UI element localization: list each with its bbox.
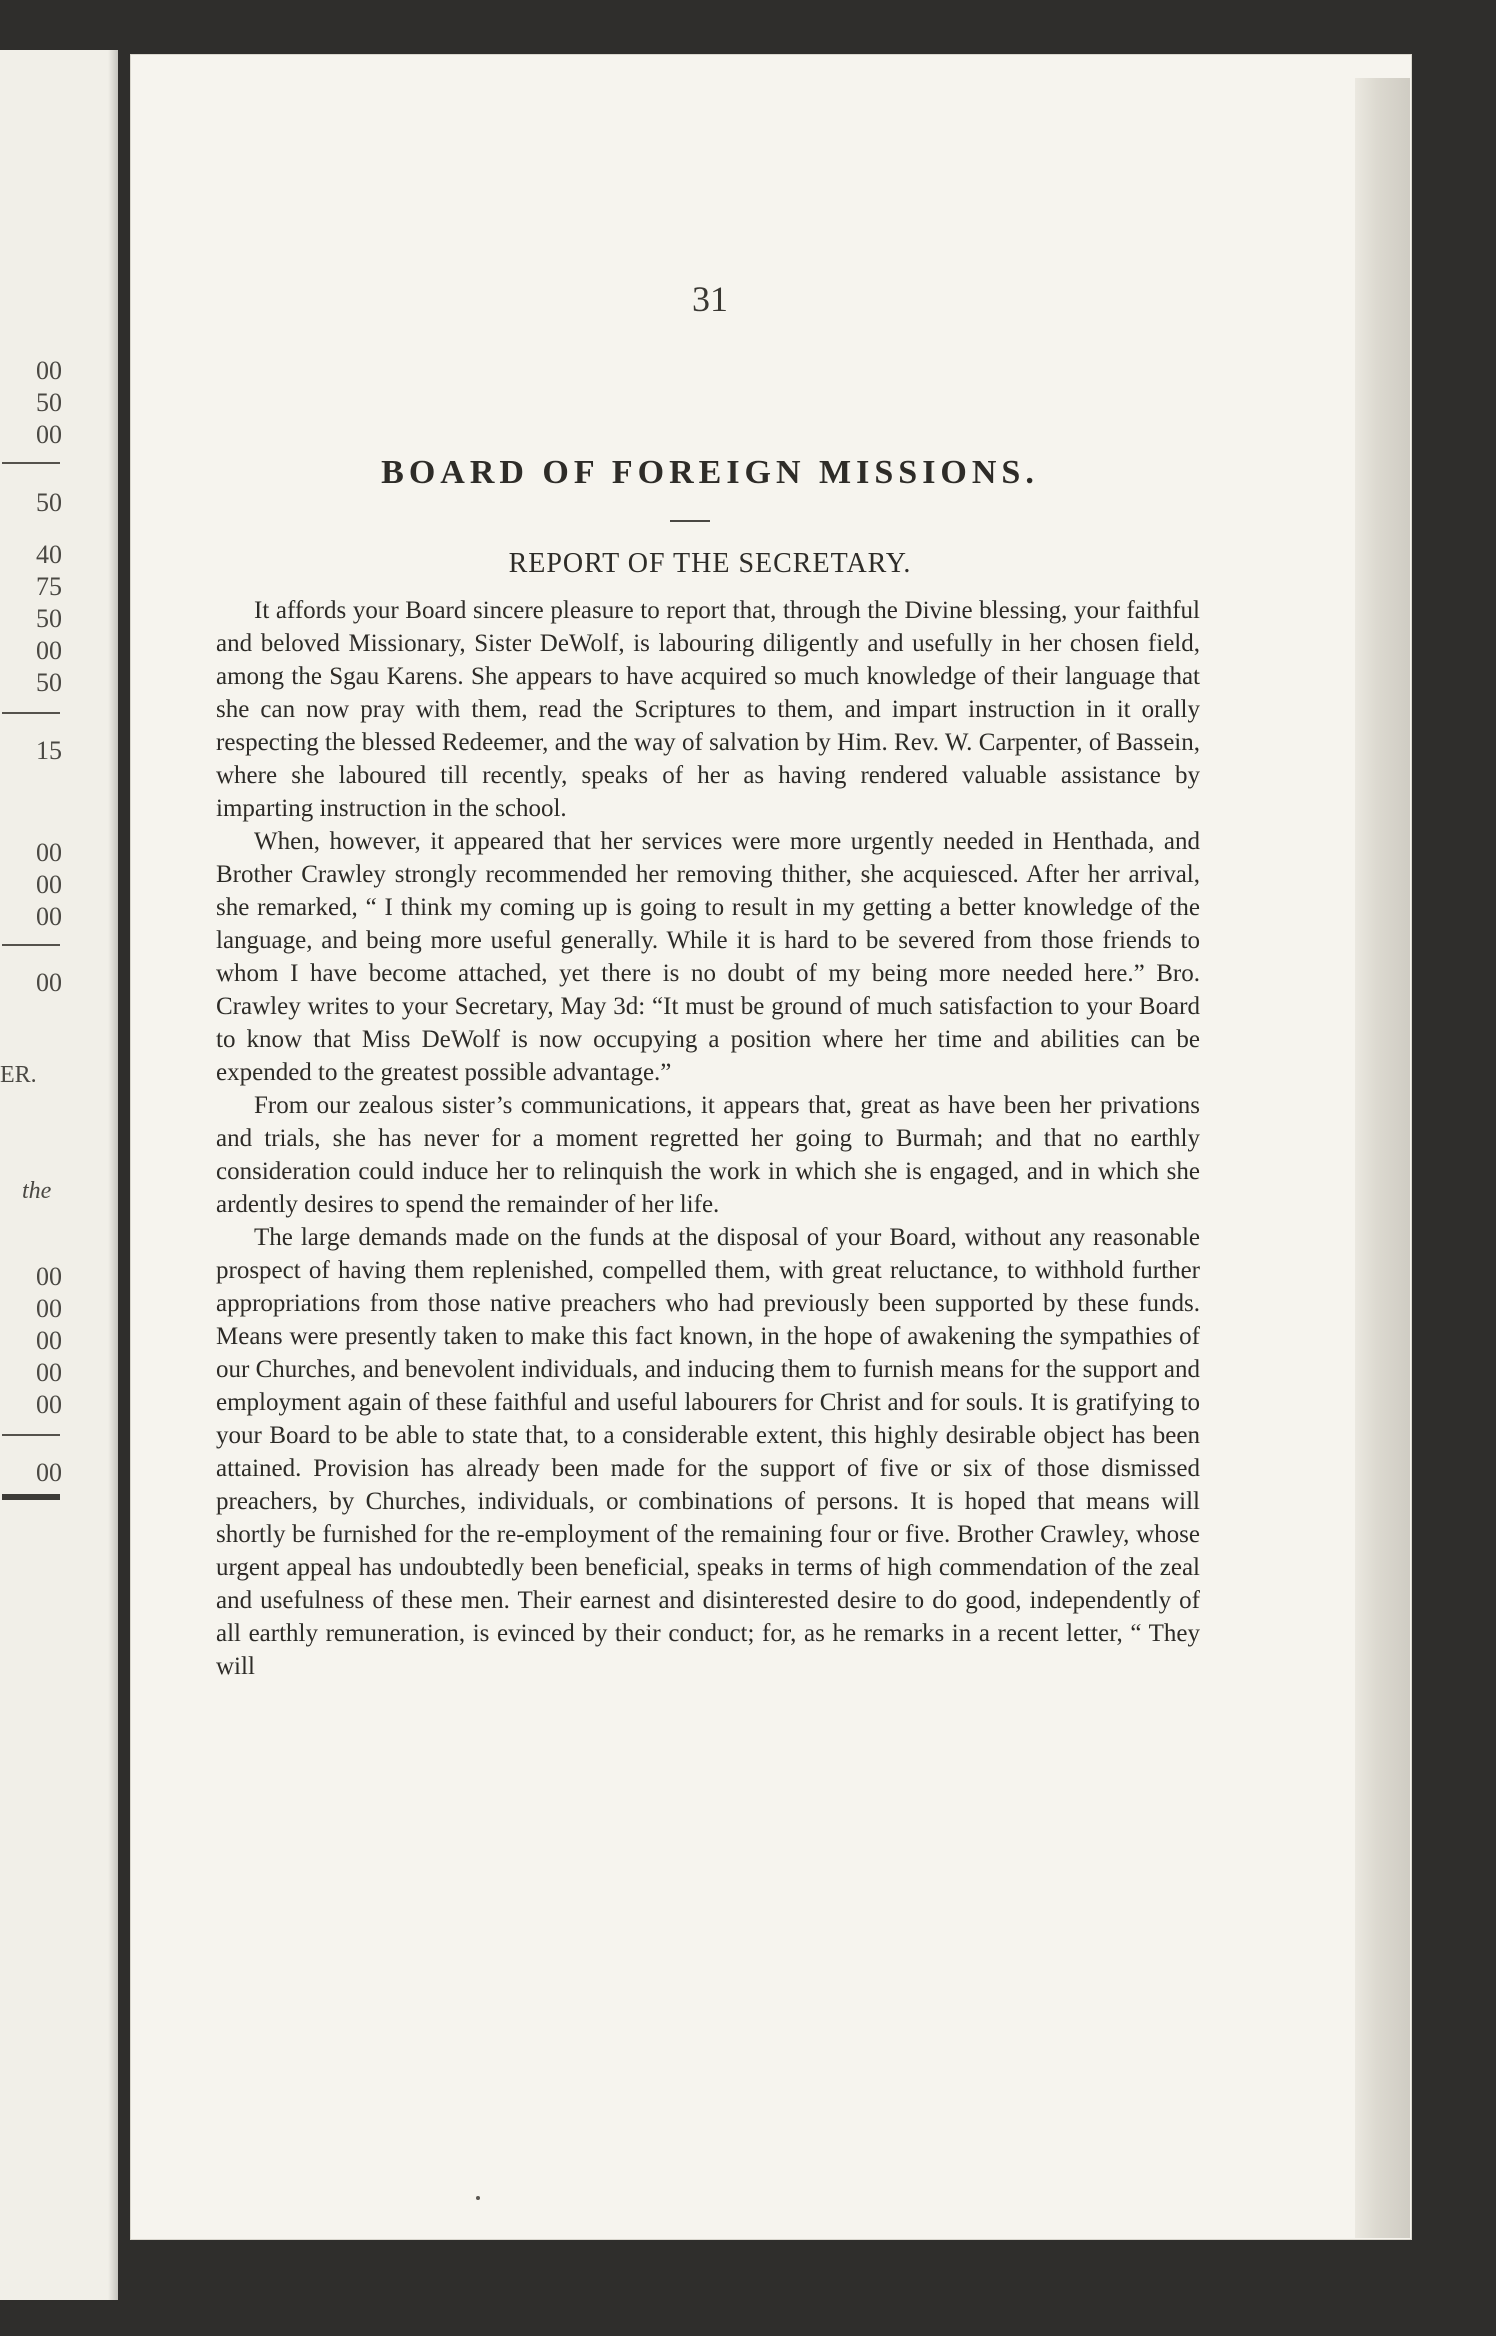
paragraph: When, however, it appeared that her services were more urgently needed in Henthada, and Brother Crawley strongly recommended her removing thither, she acquiesced. After her arrival, she remarked, “ I think my coming up is going to result in my getting a better knowledge of the language, and being more useful generally. While it is hard to be severed from those friends to whom I have become attached, yet there is no doubt of my being more needed here.” Bro. Crawley writes to your Secretary, May 3d: “It must be ground of much satisfaction to your Board to know that Miss DeWolf is now occupying a position where her time and abilities can be expended to the greatest possible advantage.” (216, 828, 1200, 1086)
paragraph: From our zealous sister’s communications, it appears that, great as have been her privations and trials, she has never for a moment regretted her going to Burmah; and that no earthly consideration could induce her to relinquish the work in which she is engaged, and in which she ardently desires to spend the remainder of her life. (216, 1092, 1200, 1218)
left-amount: 00 (36, 1294, 62, 1323)
left-italic-word: the (22, 1178, 52, 1204)
left-amount: 50 (36, 488, 62, 517)
left-word: ER. (0, 1062, 37, 1088)
left-rule (2, 462, 60, 464)
left-amount: 00 (36, 968, 62, 997)
left-amount: 00 (36, 1358, 62, 1387)
left-amount: 00 (36, 838, 62, 867)
left-amount: 00 (36, 1326, 62, 1355)
page-number: 31 (692, 279, 728, 319)
page-edge-stack (1355, 78, 1410, 2238)
left-amount: 00 (36, 1458, 62, 1487)
left-amount: 50 (36, 388, 62, 417)
left-amount: 75 (36, 572, 62, 601)
left-amount: 00 (36, 1390, 62, 1419)
left-amount: 00 (36, 870, 62, 899)
left-amount: 00 (36, 356, 62, 385)
paragraph: It affords your Board sincere pleasure to report that, through the Divine blessing, your faithful and beloved Missionary, Sister DeWolf, is labouring diligently and usefully in her chosen field, among the Sgau Karens. She appears to have acquired so much knowledge of their language that she can now pray with them, read the Scriptures to them, and impart instruction in it orally respecting the blessed Redeemer, and the way of salvation by Him. Rev. W. Carpenter, of Bassein, where she laboured till recently, speaks of her as having rendered valuable assistance by imparting instruction in the school. (216, 597, 1200, 822)
left-amount: 00 (36, 636, 62, 665)
main-page (130, 54, 1412, 2240)
left-amount: 50 (36, 668, 62, 697)
left-amount: 00 (36, 902, 62, 931)
report-body (216, 594, 1200, 1683)
left-amount: 00 (36, 1262, 62, 1291)
left-amount: 00 (36, 420, 62, 449)
page-heading: BOARD OF FOREIGN MISSIONS. (381, 454, 1039, 491)
left-amount: 50 (36, 604, 62, 633)
paper-speck (476, 2196, 480, 2200)
left-amount: 40 (36, 540, 62, 569)
left-double-rule (2, 1494, 60, 1500)
left-facing-page (0, 50, 118, 2300)
left-rule (2, 1434, 60, 1436)
paragraph: The large demands made on the funds at the disposal of your Board, without any reasonable prospect of having them replenished, compelled them, with great reluctance, to withhold further appropriations from those native preachers who had previously been supported by these funds. Means were presently taken to make this fact known, in the hope of awakening the sympathies of our Churches, and benevolent individuals, and inducing them to furnish means for the support and employment again of these faithful and useful labourers for Christ and for souls. It is gratifying to your Board to be able to state that, to a considerable extent, this highly desirable object has been attained. Provision has already been made for the support of five or six of those dismissed preachers, by Churches, individuals, or combinations of persons. It is hoped that means will shortly be furnished for the re-employment of the remaining four or five. Brother Crawley, whose urgent appeal has undoubtedly been beneficial, speaks in terms of high commendation of the zeal and usefulness of these men. Their earnest and disinterested desire to do good, independently of all earthly remuneration, is evinced by their conduct; for, as he remarks in a recent letter, “ They will (216, 1224, 1200, 1680)
left-amount: 15 (36, 736, 62, 765)
page-subheading: REPORT OF THE SECRETARY. (508, 548, 912, 579)
heading-rule (670, 520, 710, 522)
left-rule (2, 944, 60, 946)
left-rule (2, 712, 60, 714)
gutter-shadow (108, 50, 118, 2300)
